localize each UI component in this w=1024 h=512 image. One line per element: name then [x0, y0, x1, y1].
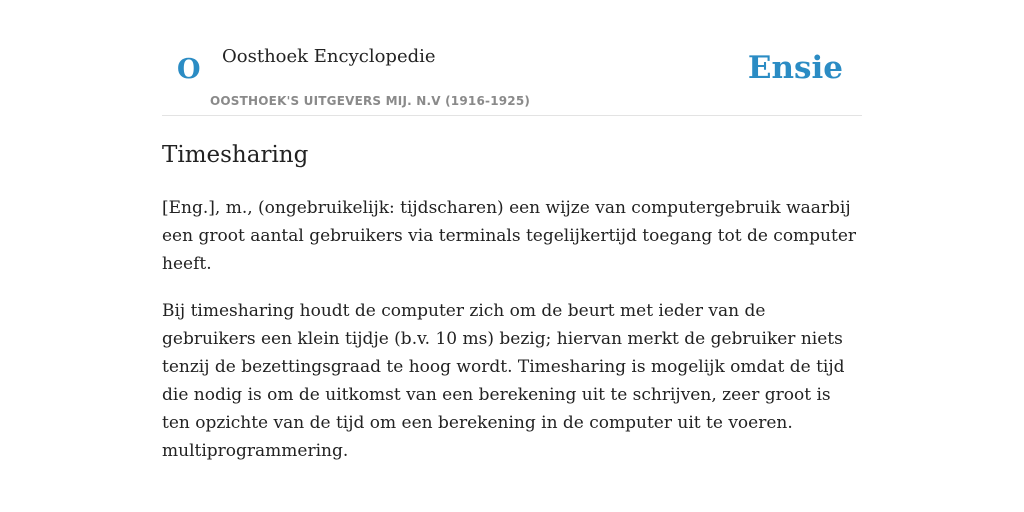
article-paragraph: [Eng.], m., (ongebruikelijk: tijdscharen) een wijze van computergebruik waarbij een groot aantal gebruikers via terminals tegelijkertijd toegang tot de computer heeft.: [162, 198, 857, 274]
publisher-label: OOSTHOEK'S UITGEVERS MIJ. N.V (1916-1925): [210, 94, 531, 108]
article-title: Timesharing: [162, 142, 309, 168]
article-paragraph: Bij timesharing houdt de computer zich om de beurt met ieder van de gebruikers een klein tijdje (b.v. 10 ms) bezig; hiervan merkt de gebruiker niets tenzij de bezettingsgraad te hoog wordt. Timesharing is mogelijk omdat de tijd die nodig is om de uitkomst van een berekening uit te schrijven, zeer groot is ten opzichte van de tijd om een berekening in de computer uit te voeren. multiprogrammering.: [162, 301, 845, 461]
header: [162, 44, 862, 116]
ensie-logo-link[interactable]: Ensie: [747, 50, 843, 86]
page: [162, 0, 862, 465]
source-logo[interactable]: O: [177, 54, 201, 85]
source-title-link[interactable]: Oosthoek Encyclopedie: [222, 46, 436, 67]
